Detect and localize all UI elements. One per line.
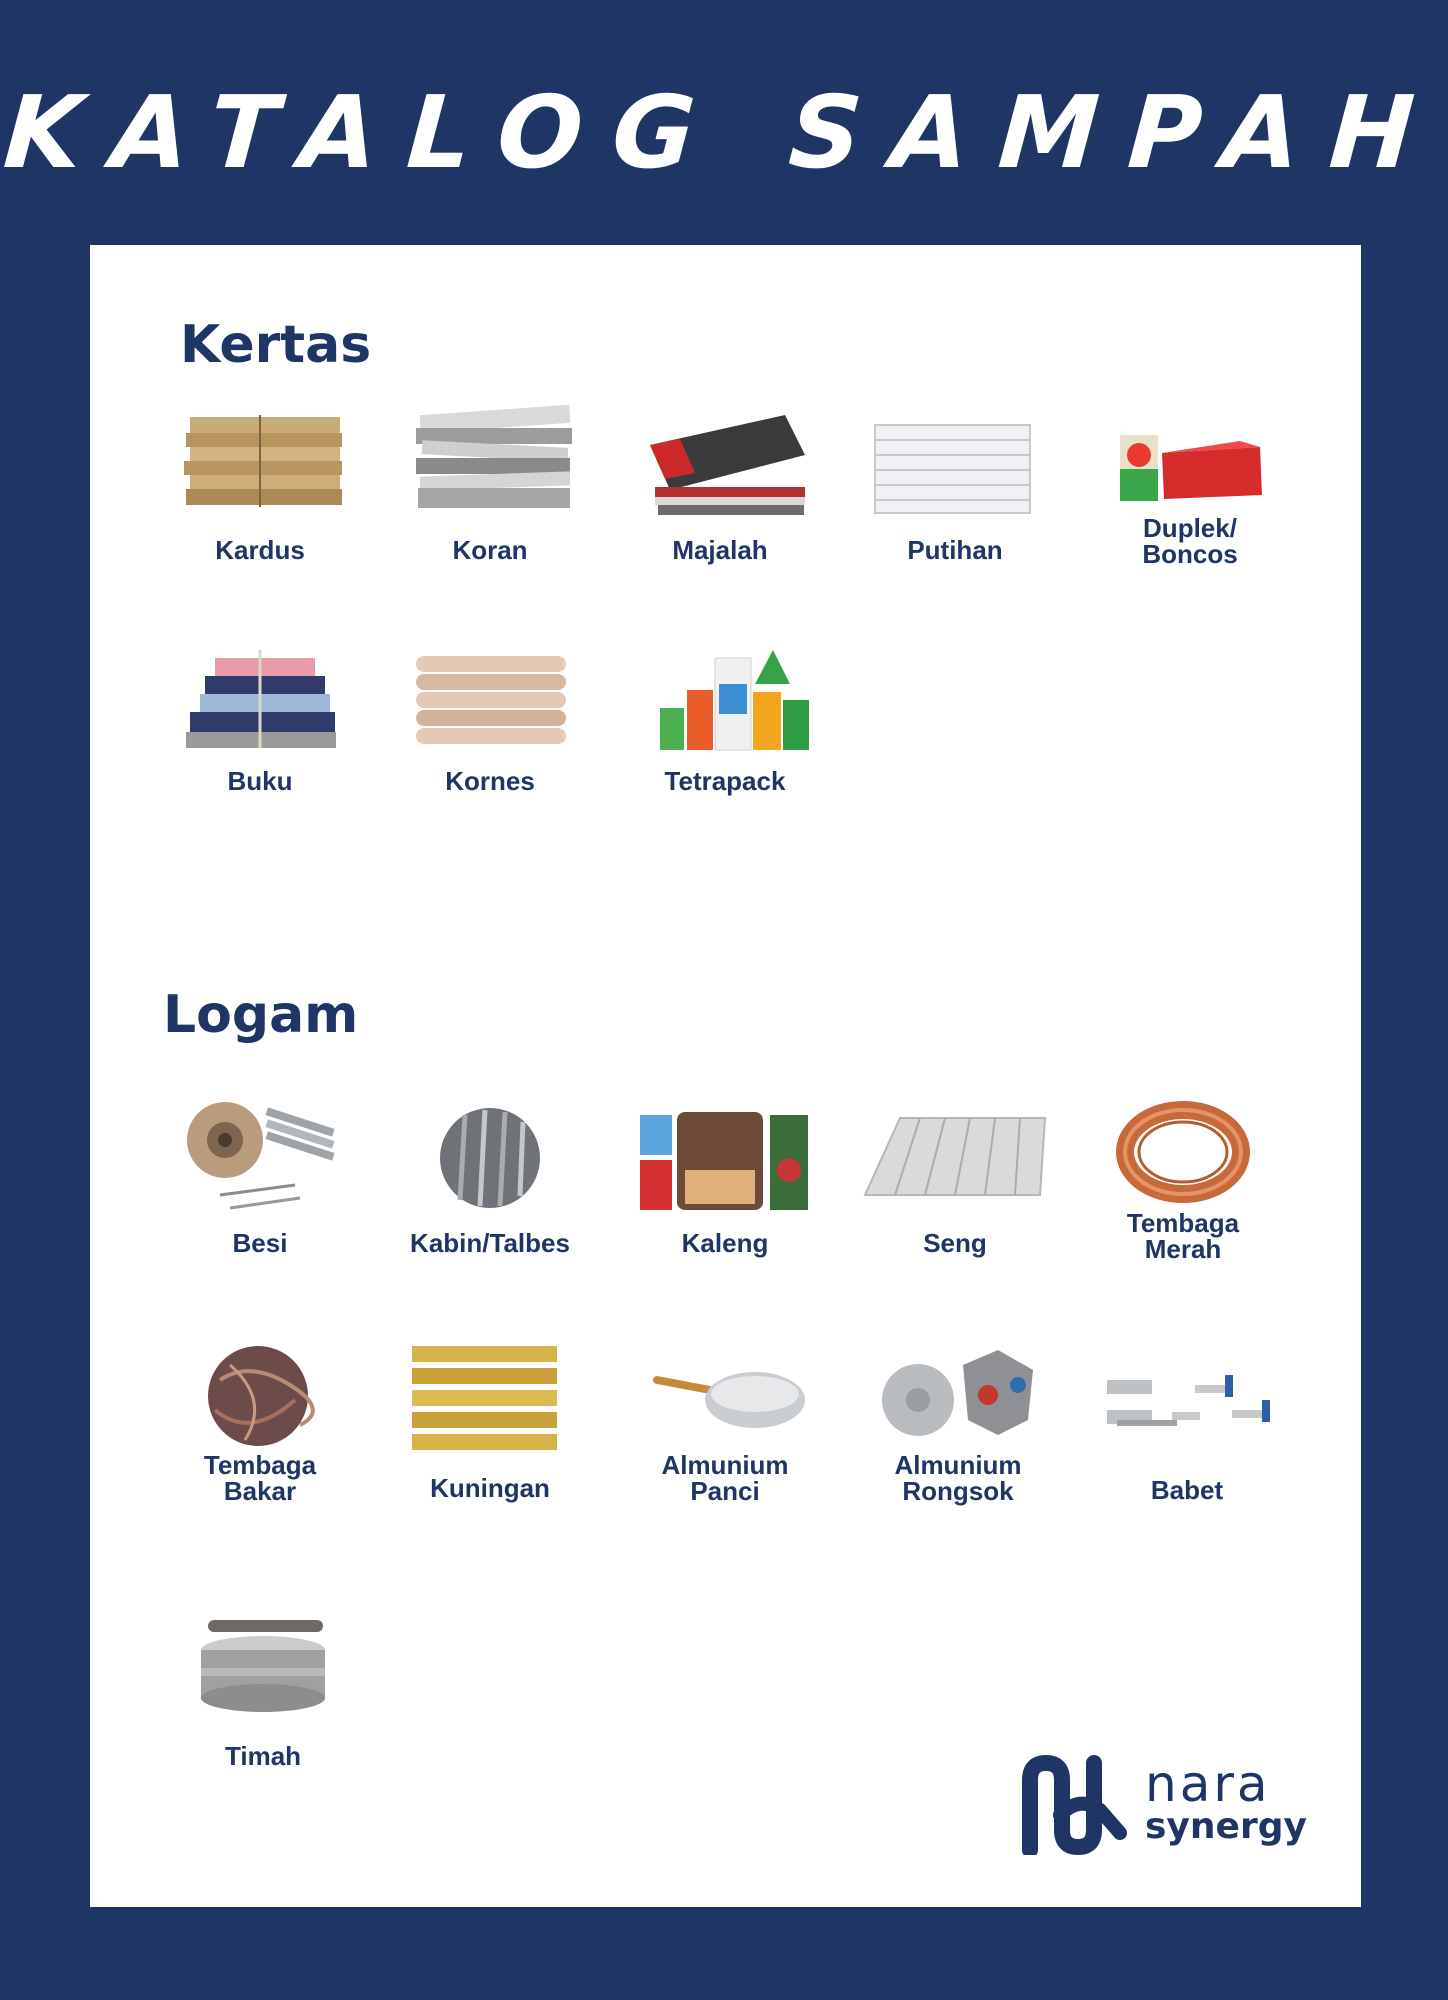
- can-icon: [615, 1100, 835, 1240]
- section-title-logam: Logam: [163, 985, 359, 1045]
- item-label: Majalah: [672, 535, 768, 565]
- item-label: Seng: [923, 1228, 987, 1258]
- item-label: Tembaga Bakar: [203, 1450, 317, 1506]
- magazine-stack-icon: [610, 395, 830, 535]
- door-latch-tap-icon: [1077, 1340, 1297, 1480]
- brand-name-nara: nara: [1145, 1755, 1271, 1813]
- item-label: Tetrapack: [664, 766, 786, 796]
- newspaper-stack-icon: [380, 395, 600, 535]
- item-label: Almunium Panci: [661, 1450, 789, 1506]
- tin-ingot-icon: [153, 1600, 373, 1740]
- corrugated-sheet-icon: [845, 1100, 1065, 1240]
- cardboard-stack-icon: [150, 395, 370, 535]
- item-label: Kardus: [215, 535, 305, 565]
- page-title: KATALOG SAMPAH: [0, 74, 1448, 191]
- item-label: Kornes: [445, 766, 535, 796]
- item-label: Timah: [224, 1741, 302, 1771]
- item-label: Tembaga Merah: [1126, 1208, 1240, 1264]
- item-label: Kuningan: [430, 1473, 550, 1503]
- item-label: Koran: [452, 535, 528, 565]
- item-label: Almunium Rongsok: [894, 1450, 1022, 1506]
- iron-scrap-icon: [150, 1100, 370, 1240]
- section-title-kertas: Kertas: [180, 315, 372, 375]
- paper-tube-icon: [380, 628, 600, 768]
- item-label: Duplek/ Boncos: [1142, 513, 1238, 569]
- book-stack-icon: [150, 628, 370, 768]
- brand-name-synergy: synergy: [1145, 1806, 1307, 1847]
- steel-rod-bundle-icon: [380, 1100, 600, 1240]
- item-label: Buku: [227, 766, 293, 796]
- tetrapack-icon: [615, 628, 835, 768]
- nara-synergy-logo-icon: [1020, 1755, 1140, 1855]
- white-paper-stack-icon: [845, 395, 1065, 535]
- item-label: Putihan: [907, 535, 1003, 565]
- item-label: Kaleng: [681, 1228, 769, 1258]
- brass-bar-icon: [380, 1340, 600, 1480]
- item-label: Besi: [232, 1228, 288, 1258]
- item-label: Babet: [1150, 1475, 1224, 1505]
- item-label: Kabin/Talbes: [410, 1228, 570, 1258]
